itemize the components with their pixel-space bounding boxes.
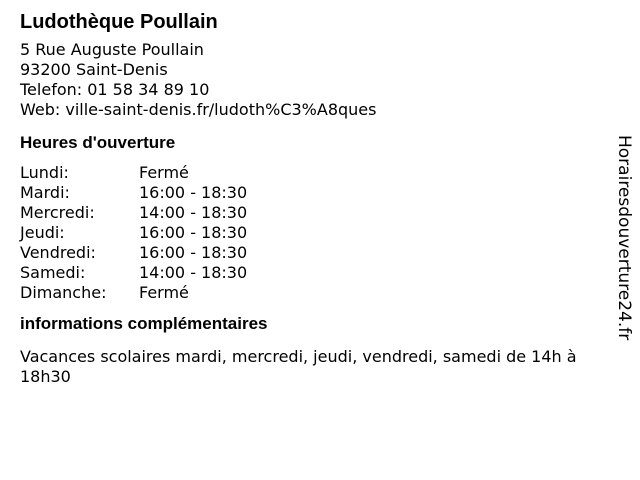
hours-value: Fermé [139, 163, 189, 182]
hours-value: 16:00 - 18:30 [139, 183, 248, 202]
day-label: Lundi: [20, 163, 69, 182]
hours-value: Fermé [139, 283, 189, 302]
hours-row-friday [20, 243, 610, 263]
phone-number: 01 58 34 89 10 [87, 80, 210, 99]
web-label: Web: [20, 100, 61, 119]
address-line-2: 93200 Saint-Denis [20, 60, 168, 79]
day-label: Vendredi: [20, 243, 96, 262]
site-watermark: Horairesdouverture24.fr [614, 135, 634, 341]
hours-row-sunday [20, 283, 610, 303]
hours-row-monday [20, 163, 610, 183]
hours-value: 14:00 - 18:30 [139, 263, 248, 282]
day-label: Mercredi: [20, 203, 95, 222]
day-label: Samedi: [20, 263, 86, 282]
hours-row-tuesday [20, 183, 610, 203]
hours-value: 14:00 - 18:30 [139, 203, 248, 222]
hours-row-wednesday [20, 203, 610, 223]
opening-hours-heading: Heures d'ouverture [20, 133, 176, 152]
additional-info-text: Vacances scolaires mardi, mercredi, jeudi, vendredi, samedi de 14h à 18h30 [20, 347, 577, 386]
hours-row-thursday [20, 223, 610, 243]
business-card [20, 0, 610, 387]
web-row [20, 100, 610, 120]
opening-hours-list [20, 163, 610, 303]
business-name: Ludothèque Poullain [20, 11, 218, 33]
address-line-1: 5 Rue Auguste Poullain [20, 40, 204, 59]
hours-value: 16:00 - 18:30 [139, 243, 248, 262]
day-label: Mardi: [20, 183, 70, 202]
website-link[interactable]: ville-saint-denis.fr/ludoth%C3%A8ques [65, 100, 377, 119]
phone-row [20, 80, 610, 100]
additional-info-heading: informations complémentaires [20, 314, 268, 333]
phone-label: Telefon: [20, 80, 83, 99]
hours-value: 16:00 - 18:30 [139, 223, 248, 242]
day-label: Jeudi: [20, 223, 65, 242]
hours-row-saturday [20, 263, 610, 283]
day-label: Dimanche: [20, 283, 107, 302]
